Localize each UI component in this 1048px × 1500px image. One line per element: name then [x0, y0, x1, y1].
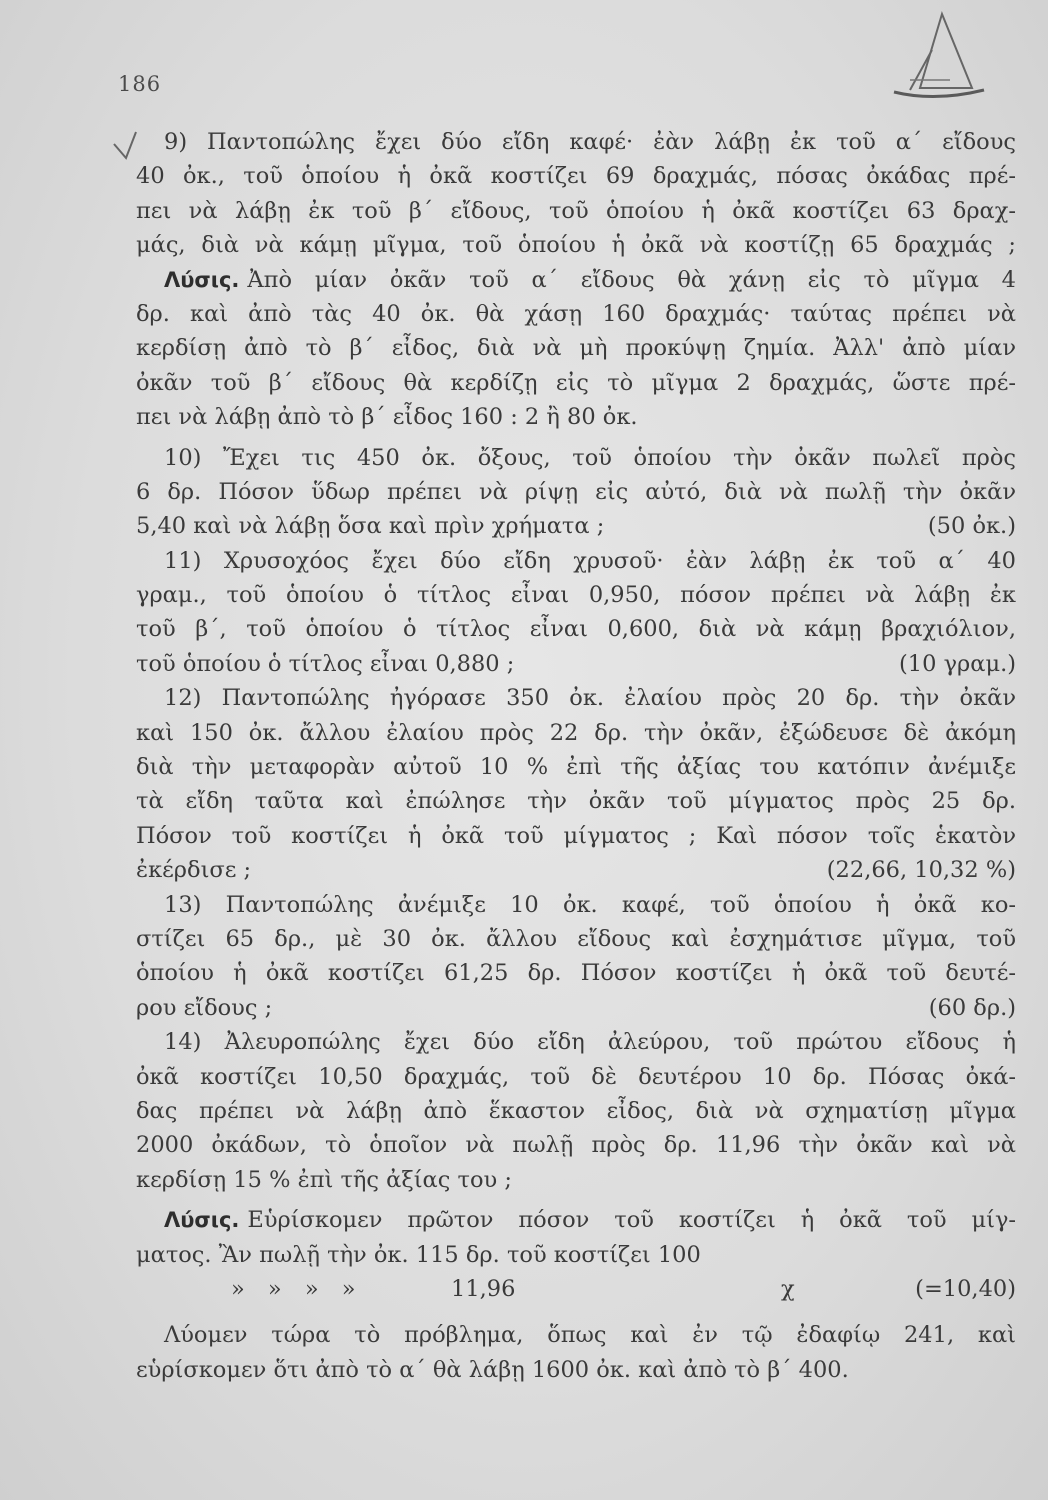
answer: (60 δρ.): [928, 994, 1016, 1021]
proportion-variable: χ: [781, 1275, 795, 1302]
text-line: ἐκέρδισε ;: [136, 857, 252, 884]
answer-line: [136, 509, 1016, 543]
problem-12: [136, 681, 1016, 887]
problem-10: [136, 441, 1016, 544]
answer: (10 γραμ.): [899, 650, 1016, 677]
text-line: κερδίσῃ 15 % ἐπὶ τῆς ἀξίας του ;: [136, 1166, 512, 1193]
text-line: τοῦ β΄, τοῦ ὁποίου ὁ τίτλος εἶναι 0,600, διὰ νὰ κάμῃ βραχιόλιον,: [136, 616, 1016, 643]
text-line: Λύομεν τώρα τὸ πρόβλημα, ὅπως καὶ ἐν τῷ ἐδαφίῳ 241, καὶ: [164, 1322, 1016, 1349]
problem-14: [136, 1025, 1016, 1387]
problem-13: [136, 888, 1016, 1026]
text-line: εὑρίσκομεν ὅτι ἀπὸ τὸ α΄ θὰ λάβῃ 1600 ὀκ. καὶ ἀπὸ τὸ β΄ 400.: [136, 1356, 849, 1383]
text-line: 2000 ὀκάδων, τὸ ὁποῖον νὰ πωλῇ πρὸς δρ. 11,96 τὴν ὀκᾶν καὶ νὰ: [136, 1132, 1016, 1159]
text-line: μάς, διὰ νὰ κάμῃ μῖγμα, τοῦ ὁποίου ἡ ὀκᾶ νὰ κοστίζῃ 65 δραχμάς ;: [136, 232, 1016, 259]
text-line: ματος. Ἂν πωλῇ τὴν ὀκ. 115 δρ. τοῦ κοστίζει 100: [136, 1241, 701, 1268]
page-number: 186: [118, 72, 162, 96]
text-line: ὀκᾶ κοστίζει 10,50 δραχμάς, τοῦ δὲ δευτέρου 10 δρ. Πόσας ὀκά-: [136, 1063, 1016, 1090]
answer: (22,66, 10,32 %): [826, 857, 1016, 884]
text-line: ρου εἴδους ;: [136, 994, 273, 1021]
solution-label: Λύσις.: [164, 267, 240, 292]
text-line: 6 δρ. Πόσον ὕδωρ πρέπει νὰ ρίψῃ εἰς αὐτό, διὰ νὰ πωλῇ τὴν ὀκᾶν: [136, 478, 1016, 505]
text-line: τὰ εἴδη ταῦτα καὶ ἐπώλησε τὴν ὀκᾶν τοῦ μίγματος πρὸς 25 δρ.: [136, 788, 1016, 815]
answer-line: [136, 853, 1016, 887]
solution-line: [136, 263, 1016, 297]
solution-line: [136, 1203, 1016, 1237]
text-line: 12) Παντοπώλης ἠγόρασε 350 ὀκ. ἐλαίου πρὸς 20 δρ. τὴν ὀκᾶν: [164, 685, 1016, 712]
text-line: καὶ 150 ὀκ. ἄλλου ἐλαίου πρὸς 22 δρ. τὴν ὀκᾶν, ἐξώδευσε δὲ ἀκόμη: [136, 719, 1016, 746]
answer-line: [136, 647, 1016, 681]
text-line: διὰ τὴν μεταφορὰν αὐτοῦ 10 % ἐπὶ τῆς ἀξίας του κατόπιν ἀνέμιξε: [136, 754, 1016, 781]
text-line: στίζει 65 δρ., μὲ 30 ὀκ. ἄλλου εἴδους καὶ ἐσχημάτισε μῖγμα, τοῦ: [136, 925, 1016, 952]
text-line: 10) Ἔχει τις 450 ὀκ. ὄξους, τοῦ ὁποίου τὴν ὀκᾶν πωλεῖ πρὸς: [164, 444, 1016, 471]
proportion-value: 11,96: [451, 1275, 516, 1302]
sailboat-stamp-icon: [880, 10, 990, 105]
ditto-marks: » » » »: [231, 1275, 356, 1302]
text-line: Πόσον τοῦ κοστίζει ἡ ὀκᾶ τοῦ μίγματος ; Καὶ πόσον τοῖς ἑκατὸν: [136, 822, 1016, 849]
answer: (50 ὀκ.): [927, 513, 1016, 540]
text-line: πει νὰ λάβῃ ἀπὸ τὸ β΄ εἶδος 160 : 2 ἢ 80 ὀκ.: [136, 404, 638, 431]
text-line: 11) Χρυσοχόος ἔχει δύο εἴδη χρυσοῦ· ἐὰν λάβῃ ἐκ τοῦ α΄ 40: [164, 547, 1016, 574]
text-line: 14) Ἀλευροπώλης ἔχει δύο εἴδη ἀλεύρου, τοῦ πρώτου εἴδους ἡ: [164, 1029, 1016, 1056]
text-line: 13) Παντοπώλης ἀνέμιξε 10 ὀκ. καφέ, τοῦ ὁποίου ἡ ὀκᾶ κο-: [164, 891, 1016, 918]
solution-text: Εὑρίσκομεν πρῶτον πόσον τοῦ κοστίζει ἡ ὀκᾶ τοῦ μίγ-: [247, 1207, 1016, 1234]
solution-label: Λύσις.: [164, 1208, 240, 1233]
text-line: ὀκᾶν τοῦ β΄ εἴδους θὰ κερδίζῃ εἰς τὸ μῖγμα 2 δραχμάς, ὥστε πρέ-: [136, 369, 1016, 396]
text-line: 9) Παντοπώλης ἔχει δύο εἴδη καφέ· ἐὰν λάβῃ ἐκ τοῦ α΄ εἴδους: [164, 129, 1016, 155]
problem-11: [136, 544, 1016, 682]
text-line: δας πρέπει νὰ λάβῃ ἀπὸ ἕκαστον εἶδος, διὰ νὰ σχηματίσῃ μῖγμα: [136, 1097, 1016, 1124]
solution-text: Ἀπὸ μίαν ὀκᾶν τοῦ α΄ εἴδους θὰ χάνῃ εἰς τὸ μῖγμα 4: [247, 266, 1016, 293]
answer-line: [136, 991, 1016, 1025]
proportion-result: (=10,40): [915, 1275, 1016, 1302]
page-body: [136, 125, 1016, 1387]
text-line: 5,40 καὶ νὰ λάβῃ ὅσα καὶ πρὶν χρήματα ;: [136, 513, 605, 540]
proportion-line: [136, 1272, 1016, 1306]
text-line: ὁποίου ἡ ὀκᾶ κοστίζει 61,25 δρ. Πόσον κοστίζει ἡ ὀκᾶ τοῦ δευτέ-: [136, 960, 1016, 987]
text-line: 40 ὀκ., τοῦ ὁποίου ἡ ὀκᾶ κοστίζει 69 δραχμάς, πόσας ὀκάδας πρέ-: [136, 163, 1016, 190]
text-line: τοῦ ὁποίου ὁ τίτλος εἶναι 0,880 ;: [136, 650, 515, 677]
text-line: κερδίσῃ ἀπὸ τὸ β΄ εἶδος, διὰ νὰ μὴ προκύψῃ ζημία. Ἀλλ' ἀπὸ μίαν: [136, 335, 1016, 362]
text-line: πει νὰ λάβῃ ἐκ τοῦ β΄ εἴδους, τοῦ ὁποίου ἡ ὀκᾶ κοστίζει 63 δραχ-: [136, 197, 1016, 224]
text-line: δρ. καὶ ἀπὸ τὰς 40 ὀκ. θὰ χάσῃ 160 δραχμάς· ταύτας πρέπει νὰ: [136, 300, 1016, 327]
text-line: γραμ., τοῦ ὁποίου ὁ τίτλος εἶναι 0,950, πόσον πρέπει νὰ λάβῃ ἐκ: [136, 582, 1016, 609]
problem-9: [136, 125, 1016, 435]
